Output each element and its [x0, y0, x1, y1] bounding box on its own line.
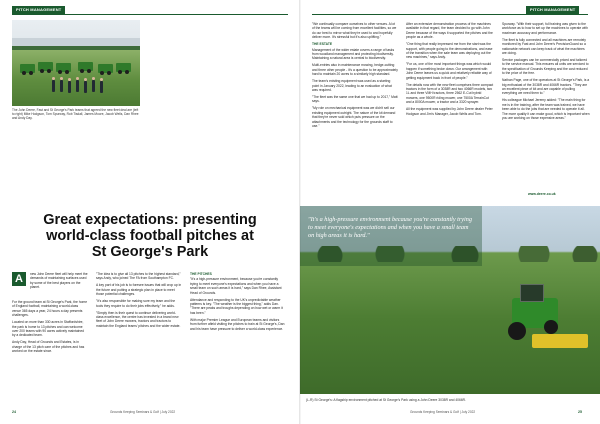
stadium-stand: [12, 38, 140, 50]
tractor-photo-caption: (L-R) St George's: A flagship environment pitched at St George's Park using a John Deere 3038R and 4066R.: [306, 398, 466, 402]
paragraph: Nathan Page, one of the operators at St George's Park, is a big enthusiast of the 3038R and 4066R tractors. "They are an excellent piece of kit and are capable of pulling everything we need them to.": [502, 78, 590, 96]
footer-left: Grounds Keeping Seminars & Golf | July 2022: [110, 410, 176, 414]
paragraph: With major Premier League and European teams and visitors from further afield visiting the pitches to train at St George's, Dan and his team have pressure to deliver a world-class experience.: [190, 317, 285, 331]
section-rule-left: [12, 14, 288, 15]
section-tag-right: PITCH MANAGEMENT: [526, 6, 579, 14]
headline-line-2: world-class football pitches at: [46, 228, 254, 244]
paragraph: "We continually compare ourselves to other venues. A lot of the teams will be coming from excellent facilities, so we do our best to mirror what they're used to and hopefully deliver more. It's stressful but it's also uplifting.": [312, 22, 397, 40]
mower-attachment: [532, 334, 588, 348]
person-5: [84, 81, 87, 93]
paragraph: "It's a high-pressure environment, because you're constantly trying to meet everyone's expectations and when you have a small team on such areas it is hard," says Dan Rhee, Assistant Head of Grounds.: [190, 277, 282, 295]
paragraph: Multi-entries also in maintenance mowing, hedge-cutting and three other people - it's a question to be approximately hard to maintain 20 acres to a similarly high standard.: [312, 63, 398, 77]
right-column-3: [502, 22, 590, 123]
article-headline: [12, 212, 288, 260]
person-6: [92, 80, 95, 92]
paragraph: "Simply then is their quest to continue delivering world-class excellence, the centre has invested in a brand new fleet of John Deere mowers, tractors and tractors to maintain the England teams' pitches and the wider estate.: [96, 310, 181, 328]
paragraph: The fleet is fully connected and all machines are remotely monitored by Fast and John Deere's PrecisionGuard so a nationwide network can keep track of what the machines are doing.: [502, 37, 586, 56]
subheading-estate: THE ESTATE: [312, 42, 333, 47]
paragraph: Located on more than 330 acres in Staffordshire, the park is home to 13 pitches and can welcome over 200 teams with 90 acres actively maintained by a dedicated team.: [12, 320, 85, 338]
right-column-1: [312, 22, 398, 131]
team-photo-caption: The John Deere, Fast and St George's Park teams that agreed the new fleet deal are (left to right) Mike Hodgson, Tom Spurway, Rob Tisdall, James Moore, Jacob Wells, Dan Rhee and Andy Day.: [12, 108, 139, 121]
pull-quote: "It's a high-pressure environment because you're constantly trying to meet everyone's expectations and when you have a small team on high areas it is hard.": [308, 216, 472, 239]
paragraph: For the ground team at St George's Park, the home of England football, maintaining a world-class venue 365 days a year, 24 hours a day presents challenges.: [12, 300, 88, 318]
mower-5: [98, 64, 113, 73]
paragraph: Spurway. "With their support, full training was given to the workforce as to how to set up the machines to operate with maximum accuracy and performance.: [502, 22, 588, 35]
mower-3: [56, 63, 71, 72]
person-3: [68, 81, 71, 93]
page-number-right: 25: [578, 410, 582, 414]
tractor: [512, 298, 558, 328]
drop-cap: A: [12, 272, 26, 286]
mower-1: [20, 64, 35, 73]
person-4: [76, 80, 79, 92]
paragraph: "For us, one of the most important things was which would happen if something broke down. Our arrangement with John Deere leaves us a quick and relatively reliable way of getting equipment back in front of people.": [406, 62, 492, 80]
paragraph: "One thing that really impressed me from the start was the support, with people going to the demonstrations, and ease of the transition when the sale team was deploying out the new machines," says Andy.: [406, 42, 493, 60]
paragraph: Andy Day, Head of Grounds and Estates, is in charge of the 13 pitch care of the pitches and has worked on the estate since.: [12, 340, 85, 354]
paragraph: new John Deere fleet will help meet the demands of maintaining surfaces used by some of the best players on the planet.: [30, 272, 88, 290]
subheading-pitches: THE PITCHES: [190, 272, 212, 276]
section-rule-right: [312, 14, 588, 15]
page-gutter: [299, 0, 301, 424]
mower-2: [38, 62, 53, 71]
paragraph: His colleague Michael Jeremy added: "The main thing for me is in the training, after the team was trained, we have been able to do the jobs that are needed to operate it all. The more quality it can make good, which is important when you are working on those expensive areas.": [502, 98, 590, 121]
paragraph: Service packages can be commercially priced and tailored to the service manual. This ensures all units are serviced to the specification of Grounds Keeping and the cost reduced to the price of the free.: [502, 58, 589, 76]
paragraph: Management of the wider estate covers a range of tasks from woodland management and protecting biodiversity. Maintaining a natural area is central to biodiversity.: [312, 47, 395, 61]
left-column-1-cont: [12, 300, 88, 356]
person-7: [100, 81, 103, 93]
person-2: [60, 80, 63, 92]
mower-6: [116, 63, 131, 72]
paragraph: "The idea is to give all 13 pitches to the highest standard," says Andy, who joined The FA from Southampton FC.: [96, 272, 181, 281]
paragraph: The details now with the new fleet comprises three compact tractors in the form of a 3038R and two 4066R models, two 1L and three VMH tractors, three 2562 E-Cut hybrid mowers, one 9500R riding mower, one 7500A TerrainCut and a 8000A mower, a tractor and a 3320 sprayer.: [406, 82, 494, 105]
page-number-left: 24: [12, 410, 16, 414]
team-photo: [12, 20, 140, 106]
paragraph: "The fleet was the same one that we had up to 2017," Matt says.: [312, 95, 398, 104]
paragraph: After an extensive demonstration process of the machines available in that regard, the team decided to go with John Deere because of the ways it supported the pitches and the people as a whole.: [406, 22, 493, 40]
paragraph: "It's also responsible for making sure my team and the tools they require to do their jobs effectively," he adds.: [96, 299, 176, 308]
paragraph: "My role on mechanical equipment was we didn't sell our existing equipment outright. The nature of the kit demand that they're never sold which puts pressure on the attachments and the technology for the grounds staff to use.": [312, 106, 396, 129]
left-column-2: [96, 272, 182, 331]
left-column-3: [190, 272, 286, 334]
pull-quote-band: [300, 206, 482, 266]
footer-right: Grounds Keeping Seminars & Golf | July 2022: [410, 410, 476, 414]
headline-line-3: St George's Park: [91, 244, 209, 260]
mower-4: [78, 62, 93, 71]
paragraph: The team's existing equipment was used as a starting point in January 2022, leading to an evaluation of what was required.: [312, 79, 392, 93]
person-1: [52, 80, 55, 92]
left-column-1: [30, 272, 88, 292]
right-column-2: [406, 22, 494, 119]
website-link[interactable]: www.deere.co.uk: [528, 192, 556, 196]
headline-line-1: Great expectations: presenting: [43, 212, 257, 228]
paragraph: All the equipment was supplied by John Deere dealer Peter Hodgson and Jim's Manager, Jacob Wells and Tom.: [406, 107, 493, 116]
section-tag-left: PITCH MANAGEMENT: [12, 6, 65, 14]
paragraph: A key part of his job is to foresee issues that will crop up in the future and putting a strategic plan in place to meet those potential challenges.: [96, 283, 182, 297]
paragraph: Attendance and responding to the UK's unpredictable weather patterns is key. "The weather is the biggest thing," adds Dan. "There are peaks and troughs depending on how wet or warm it has been.": [190, 297, 283, 315]
